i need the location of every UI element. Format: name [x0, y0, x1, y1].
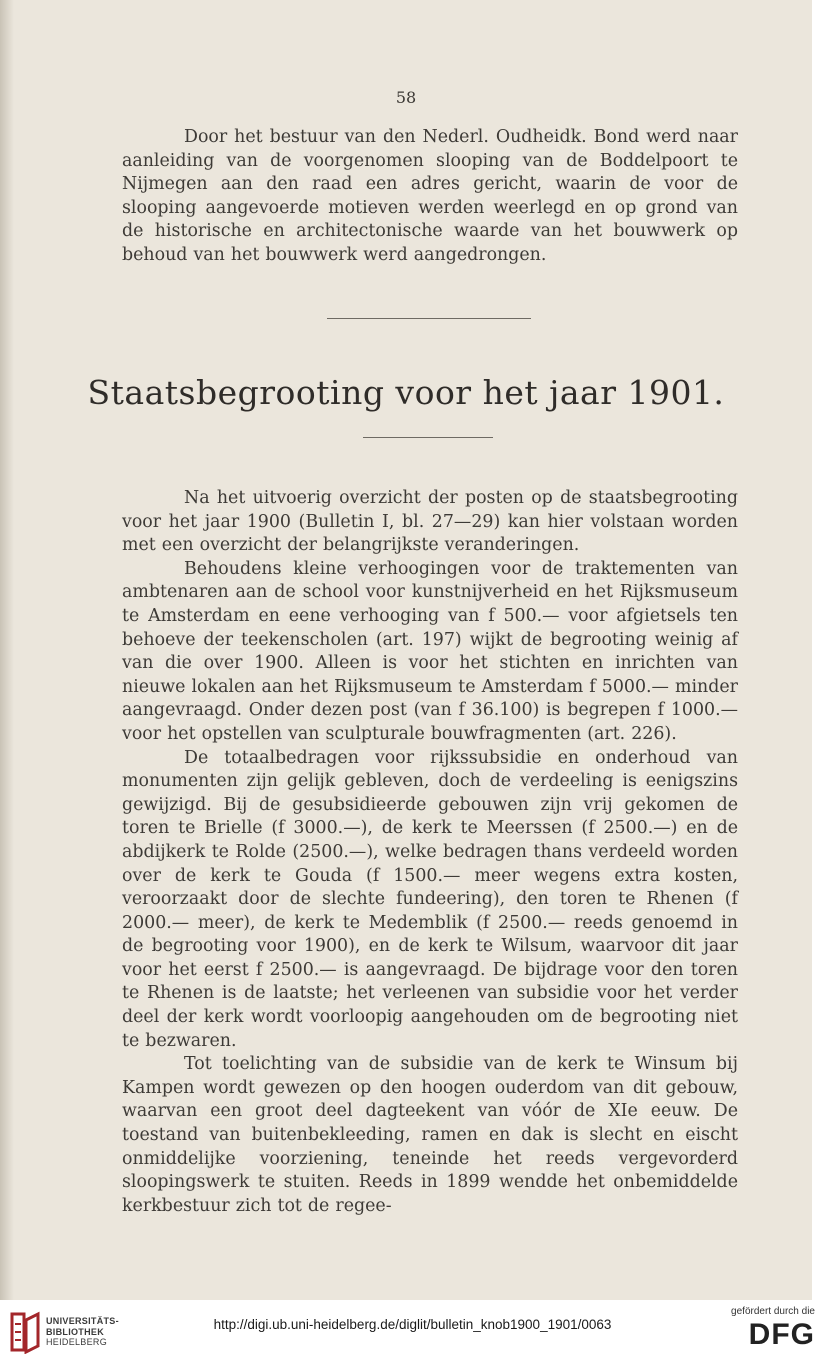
body-text-block [122, 487, 738, 1218]
section-divider-bottom [363, 437, 493, 438]
intro-paragraph: Door het bestuur van den Nederl. Oudheidk. Bond werd naar aanleiding van de voorgenomen slooping van de Boddelpoort te Nijmegen aan den raad een adres gericht, waarin de voor de slooping aangevoerde motieven werden weerlegd en op grond van de historische en architectonische waarde van het bouwwerk op behoud van het bouwwerk werd aangedrongen. [122, 127, 738, 265]
library-name-line: HEIDELBERG [46, 1337, 108, 1347]
section-divider-top [327, 318, 531, 319]
viewer-footer [0, 1300, 825, 1361]
section-title: Staatsbegrooting voor het jaar 1901. [87, 373, 725, 412]
page-gutter-shadow [0, 0, 14, 1300]
intro-text-block [122, 126, 738, 268]
body-paragraph: Na het uitvoerig overzicht der posten op de staatsbegrooting voor het jaar 1900 (Bulletin I, bl. 27—29) kan hier volstaan worden met een overzicht der belangrijkste veranderingen. [122, 488, 738, 556]
library-name-line: UNIVERSITÄTS- [46, 1316, 119, 1326]
body-paragraph: De totaalbedragen voor rijkssubsidie en onderhoud van monumenten zijn gelijk gebleven, doch de verdeeling is eenigszins gewijzigd. Bij de gesubsidieerde gebouwen zijn vrij gekomen de toren te Brielle (f 3000.—), de kerk te Meerssen (f 2500.—) en de abdijkerk te Rolde (2500.—), welke bedragen thans verdeeld worden over de kerk te Gouda (f 1500.— meer wegens extra kosten, veroorzaakt door de slechte fundeering), den toren te Rhenen (f 2000.— meer), de kerk te Medemblik (f 2500.— reeds genoemd in de begrooting voor 1900), en de kerk te Wilsum, waarvoor dit jaar voor het eerst f 2500.— is aangevraagd. De bijdrage voor den toren te Rhenen is de laatste; het verleenen van subsidie voor het verder deel der kerk wordt voorloopig aangehouden om de begrooting niet te bezwaren. [122, 747, 738, 1051]
permalink-url[interactable]: http://digi.ub.uni-heidelberg.de/diglit/bulletin_knob1900_1901/0063 [213, 1317, 612, 1332]
dfg-logo[interactable]: DFG [748, 1318, 815, 1351]
body-paragraph: Behoudens kleine verhoogingen voor de traktementen van ambtenaren aan de school voor kunstnijverheid en het Rijksmuseum te Amsterdam en eene verhooging van f 500.— voor afgietsels ten behoeve der teekenscholen (art. 197) wijkt de begrooting weinig af van die over 1900. Alleen is voor het stichten en inrichten van nieuwe lokalen aan het Rijksmuseum te Amsterdam f 5000.— minder aangevraagd. Onder dezen post (van f 36.100) is begrepen f 1000.— voor het opstellen van sculpturale bouwfragmenten (art. 226). [122, 558, 738, 744]
body-paragraph: Tot toelichting van de subsidie van de kerk te Winsum bij Kampen wordt gewezen op den hoogen ouderdom van dit gebouw, waarvan een groot deel dagteekent van vóór de XIe eeuw. De toestand van buitenbekleeding, ramen en dak is slecht en eischt onmiddelijke voorziening, teneinde het reeds vergevorderd sloopingswerk te stuiten. Reeds in 1899 wendde het onbemiddelde kerkbestuur zich tot de regee- [122, 1054, 738, 1216]
library-name-line: BIBLIOTHEK [46, 1326, 104, 1337]
page-number: 58 [395, 88, 417, 107]
funding-credit [695, 1306, 815, 1353]
funding-label: gefördert durch die [731, 1306, 815, 1317]
